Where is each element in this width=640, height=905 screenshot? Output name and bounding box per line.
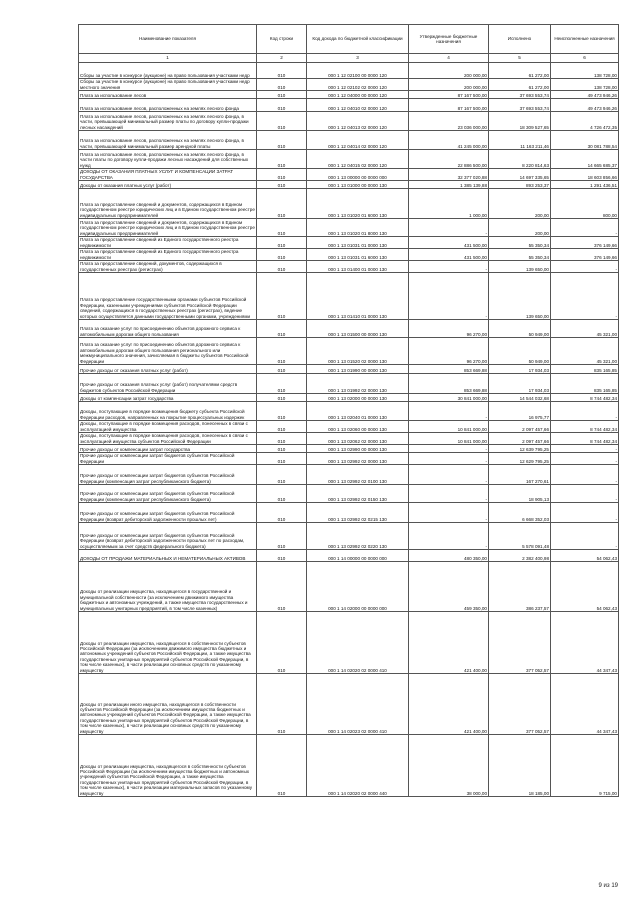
cell-code: 010 bbox=[257, 338, 307, 365]
cell-approved: 200 000,00 bbox=[409, 63, 489, 79]
cell-executed: 14 697 335,65 bbox=[489, 169, 551, 181]
cell-code: 010 bbox=[257, 735, 307, 797]
cell-executed: 893 253,37 bbox=[489, 181, 551, 189]
cell-executed: 200,00 bbox=[489, 219, 551, 237]
cell-unexecuted: 49 473 946,26 bbox=[551, 99, 619, 112]
cell-income-code: 000 1 13 02060 00 0000 130 bbox=[307, 421, 409, 433]
table-row bbox=[79, 249, 619, 261]
cell-approved: 459 350,00 bbox=[409, 562, 489, 612]
cell-income-code: 000 1 13 01000 00 0000 130 bbox=[307, 181, 409, 189]
cell-unexecuted: 54 062,43 bbox=[551, 550, 619, 562]
cell-income-code: 000 1 13 01020 01 8000 130 bbox=[307, 219, 409, 237]
cell-name: Плата за оказание услуг по присоединению объектов дорожного сервиса к автомобильным дорогам общего пользования регионального или межмуниципального значения, зачисляемая в бюджеты субъектов Российской Федерации bbox=[79, 338, 257, 365]
cell-code: 010 bbox=[257, 562, 307, 612]
cell-income-code: 000 1 13 02992 02 0215 130 bbox=[307, 503, 409, 523]
cell-code: 010 bbox=[257, 453, 307, 465]
table-row bbox=[79, 181, 619, 189]
cell-name: Прочие доходы от оказания платных услуг (работ) получателями средств бюджетов субъектов Российской Федерации bbox=[79, 374, 257, 394]
cell-income-code: 000 1 14 02023 02 0000 410 bbox=[307, 674, 409, 735]
table-row bbox=[79, 79, 619, 91]
cell-income-code: 000 1 13 02062 02 0000 130 bbox=[307, 433, 409, 445]
cell-name: Доходы, поступающие в порядке возмещения расходов, понесенных в связи с эксплуатацией имущества субъектов Российской Федерации bbox=[79, 433, 257, 445]
cell-executed: 11 163 211,46 bbox=[489, 131, 551, 150]
cell-name: Плата за использование лесов, расположенных на землях лесного фонда, в части платы по договору купли-продажи лесных насаждений для собственных нужд bbox=[79, 150, 257, 169]
cell-name: Прочие доходы от оказания платных услуг (работ) bbox=[79, 365, 257, 374]
cell-code: 010 bbox=[257, 169, 307, 181]
cell-code: 010 bbox=[257, 237, 307, 249]
table-row bbox=[79, 550, 619, 562]
cell-income-code: 000 1 13 01031 01 0000 130 bbox=[307, 237, 409, 249]
cell-executed: 5 578 091,48 bbox=[489, 523, 551, 550]
cell-unexecuted: 44 347,43 bbox=[551, 674, 619, 735]
cell-approved: - bbox=[409, 523, 489, 550]
column-number: 4 bbox=[409, 54, 489, 63]
cell-code: 010 bbox=[257, 433, 307, 445]
cell-name: ДОХОДЫ ОТ ОКАЗАНИЯ ПЛАТНЫХ УСЛУГ И КОМПЕНСАЦИИ ЗАТРАТ ГОСУДАРСТВА bbox=[79, 169, 257, 181]
cell-code: 010 bbox=[257, 79, 307, 91]
cell-approved: 431 500,00 bbox=[409, 249, 489, 261]
column-number: 2 bbox=[257, 54, 307, 63]
cell-income-code: 000 1 12 02102 02 0000 120 bbox=[307, 79, 409, 91]
table-header-row bbox=[79, 25, 619, 54]
cell-unexecuted: 45 321,00 bbox=[551, 338, 619, 365]
cell-approved: 87 167 500,00 bbox=[409, 91, 489, 99]
cell-approved: 480 350,00 bbox=[409, 550, 489, 562]
table-row bbox=[79, 433, 619, 445]
cell-name: Плата за использование лесов, расположенных на землях лесного фонда bbox=[79, 99, 257, 112]
table-row bbox=[79, 674, 619, 735]
cell-approved: - bbox=[409, 485, 489, 503]
table-row bbox=[79, 485, 619, 503]
cell-income-code: 000 1 12 04014 02 0000 120 bbox=[307, 131, 409, 150]
cell-name: Прочие доходы от компенсации затрат бюджетов субъектов Российской Федерации (компенсация затрат республиканского бюджета) bbox=[79, 465, 257, 485]
table-row bbox=[79, 562, 619, 612]
cell-unexecuted: 138 728,00 bbox=[551, 79, 619, 91]
cell-code: 010 bbox=[257, 365, 307, 374]
cell-unexecuted: 376 149,66 bbox=[551, 237, 619, 249]
page-number: 9 из 19 bbox=[598, 883, 618, 889]
cell-executed: 17 934,03 bbox=[489, 374, 551, 394]
cell-income-code: 000 1 14 02000 00 0000 000 bbox=[307, 562, 409, 612]
cell-code: 010 bbox=[257, 485, 307, 503]
cell-name: Плата за предоставление государственными органами субъектов Российской Федерации, казенными учреждениями субъектов Российской Федерации сведений, содержащихся в государственных реестрах (регистрах), ведение которых осуществляется данными государственными органами, учреждениями bbox=[79, 273, 257, 320]
table-row bbox=[79, 91, 619, 99]
cell-code: 010 bbox=[257, 219, 307, 237]
cell-code: 010 bbox=[257, 91, 307, 99]
table-row bbox=[79, 523, 619, 550]
cell-code: 010 bbox=[257, 261, 307, 273]
cell-approved: 23 036 000,00 bbox=[409, 112, 489, 131]
column-number: 5 bbox=[489, 54, 551, 63]
cell-code: 010 bbox=[257, 374, 307, 394]
cell-approved: 421 400,00 bbox=[409, 612, 489, 674]
cell-name: Плата за предоставление сведений и документов, содержащихся в Едином государственном реестре юридических лиц и в Едином государственном реестре индивидуальных предпринимателей bbox=[80, 219, 255, 236]
cell-name: ДОХОДЫ ОТ ПРОДАЖИ МАТЕРИАЛЬНЫХ И НЕМАТЕРИАЛЬНЫХ АКТИВОВ bbox=[79, 550, 257, 562]
cell-income-code: 000 1 14 02020 02 0000 440 bbox=[307, 735, 409, 797]
cell-code: 010 bbox=[257, 394, 307, 402]
table-row bbox=[79, 99, 619, 112]
cell-income-code: 000 1 13 01520 02 0000 130 bbox=[307, 338, 409, 365]
cell-unexecuted: - bbox=[551, 453, 619, 465]
cell-unexecuted: - bbox=[551, 523, 619, 550]
cell-executed: 37 693 553,74 bbox=[489, 99, 551, 112]
cell-executed: 55 350,34 bbox=[489, 249, 551, 261]
cell-executed: 50 949,00 bbox=[489, 338, 551, 365]
cell-unexecuted: 800,00 bbox=[551, 189, 619, 219]
cell-income-code: 000 1 12 04010 02 0000 120 bbox=[307, 99, 409, 112]
cell-unexecuted: - bbox=[551, 445, 619, 453]
cell-code: 010 bbox=[257, 112, 307, 131]
cell-unexecuted: - bbox=[551, 465, 619, 485]
cell-unexecuted: 1 291 436,51 bbox=[551, 181, 619, 189]
cell-approved: 22 886 500,00 bbox=[409, 150, 489, 169]
table-row bbox=[79, 735, 619, 797]
cell-code: 010 bbox=[257, 249, 307, 261]
cell-name: Сборы за участие в конкурсе (аукционе) на право пользования участками недр местного значения bbox=[79, 79, 257, 91]
cell-approved: - bbox=[409, 402, 489, 421]
cell-income-code: 000 1 12 04013 02 0000 120 bbox=[307, 112, 409, 131]
cell-executed: 386 237,57 bbox=[489, 562, 551, 612]
cell-executed: 12 639 795,25 bbox=[489, 445, 551, 453]
table-row bbox=[79, 503, 619, 523]
cell-unexecuted: 30 081 788,54 bbox=[551, 131, 619, 150]
cell-approved: 853 669,88 bbox=[409, 374, 489, 394]
cell-income-code: 000 1 13 02040 01 0000 130 bbox=[307, 402, 409, 421]
table-row bbox=[79, 612, 619, 674]
cell-executed: 61 272,00 bbox=[489, 79, 551, 91]
cell-executed: 8 220 814,63 bbox=[489, 150, 551, 169]
cell-income-code: 000 1 13 02992 02 0000 130 bbox=[307, 453, 409, 465]
cell-income-code: 000 1 13 01410 01 0000 130 bbox=[307, 273, 409, 320]
report-page bbox=[78, 24, 618, 797]
table-row bbox=[79, 394, 619, 402]
table-row bbox=[79, 219, 619, 237]
cell-approved: 96 270,00 bbox=[409, 320, 489, 338]
table-row bbox=[79, 169, 619, 181]
table-row bbox=[79, 374, 619, 394]
cell-approved: 1 000,00 bbox=[409, 189, 489, 219]
cell-unexecuted: 9 715,00 bbox=[551, 735, 619, 797]
cell-name: Прочие доходы от компенсации затрат бюджетов субъектов Российской Федерации bbox=[79, 453, 257, 465]
cell-executed: 2 097 457,66 bbox=[489, 433, 551, 445]
cell-unexecuted: 835 165,85 bbox=[551, 365, 619, 374]
cell-executed: 14 544 032,68 bbox=[489, 394, 551, 402]
cell-code: 010 bbox=[257, 503, 307, 523]
cell-approved: 30 841 000,00 bbox=[409, 394, 489, 402]
cell-executed: 12 629 795,25 bbox=[489, 453, 551, 465]
income-table bbox=[78, 24, 619, 797]
cell-income-code: 000 1 12 04000 00 0000 120 bbox=[307, 91, 409, 99]
cell-name: Плата за предоставление сведений из Единого государственного реестра недвижимости bbox=[79, 237, 257, 249]
table-row bbox=[79, 402, 619, 421]
cell-code: 010 bbox=[257, 402, 307, 421]
cell-approved: 10 841 000,00 bbox=[409, 421, 489, 433]
cell-name: Плата за использование лесов bbox=[79, 91, 257, 99]
cell-income-code: 000 1 14 02020 02 0000 410 bbox=[307, 612, 409, 674]
table-row bbox=[79, 112, 619, 131]
table-row bbox=[79, 189, 619, 219]
cell-income-code: 000 1 13 01990 00 0000 130 bbox=[307, 365, 409, 374]
cell-unexecuted: 49 473 946,26 bbox=[551, 91, 619, 99]
cell-approved: - bbox=[409, 219, 489, 237]
cell-executed: 200,00 bbox=[489, 189, 551, 219]
cell-approved: 87 167 500,00 bbox=[409, 99, 489, 112]
cell-executed: 16 975,77 bbox=[489, 402, 551, 421]
table-row bbox=[79, 465, 619, 485]
cell-name: Доходы от реализации иного имущества, находящегося в собственности субъектов Российской Федерации (за исключением имущества бюджетных и автономных учреждений субъектов Российской Федерации, а также имущества государственных унитарных предприятий субъектов Российской Федерации, в том числе казенных), в части реализации основных средств по указанному имуществу bbox=[79, 674, 257, 735]
cell-approved: 853 669,88 bbox=[409, 365, 489, 374]
cell-income-code: 000 1 13 02990 00 0000 130 bbox=[307, 445, 409, 453]
cell-unexecuted: 8 744 482,34 bbox=[551, 394, 619, 402]
header-executed: Исполнено bbox=[489, 25, 551, 54]
cell-name: Прочие доходы от компенсации затрат бюджетов субъектов Российской Федерации (возврат дебиторской задолженности прошлых лет) bbox=[79, 503, 257, 523]
cell-unexecuted: 18 603 856,66 bbox=[551, 169, 619, 181]
cell-unexecuted: 44 347,43 bbox=[551, 612, 619, 674]
column-number: 6 bbox=[551, 54, 619, 63]
cell-income-code: 000 1 12 02100 00 0000 120 bbox=[307, 63, 409, 79]
cell-name: Доходы от реализации имущества, находящегося в государственной и муниципальной собственности (за исключением движимого имущества бюджетных и автономных учреждений, а также имущества государственных и муниципальных унитарных предприятий, в том числе казенных) bbox=[79, 562, 257, 612]
cell-unexecuted: - bbox=[551, 503, 619, 523]
cell-executed: 55 350,34 bbox=[489, 237, 551, 249]
header-income-code: Код дохода по бюджетной классификации bbox=[307, 25, 409, 54]
column-number: 3 bbox=[307, 54, 409, 63]
cell-code: 010 bbox=[257, 550, 307, 562]
cell-name: Плата за предоставление сведений, документов, содержащихся в государственных реестрах (регистрах) bbox=[79, 261, 257, 273]
cell-unexecuted: 8 744 482,34 bbox=[551, 433, 619, 445]
cell-name: Сборы за участие в конкурсе (аукционе) на право пользования участками недр bbox=[79, 63, 257, 79]
cell-name: Доходы, поступающие в порядке возмещения бюджету субъекта Российской Федерации расходов, направленных на покрытие процессуальных издержек bbox=[79, 402, 257, 421]
cell-name: Доходы, поступающие в порядке возмещения расходов, понесенных в связи с эксплуатацией имущества bbox=[79, 421, 257, 433]
cell-approved: - bbox=[409, 453, 489, 465]
cell-unexecuted: - bbox=[551, 261, 619, 273]
cell-income-code: 000 1 13 01500 00 0000 130 bbox=[307, 320, 409, 338]
cell-unexecuted: 45 321,00 bbox=[551, 320, 619, 338]
cell-unexecuted: 138 728,00 bbox=[551, 63, 619, 79]
cell-income-code: 000 1 13 01031 01 6000 130 bbox=[307, 249, 409, 261]
cell-code: 010 bbox=[257, 523, 307, 550]
cell-name: Доходы от компенсации затрат государства bbox=[79, 394, 257, 402]
column-number-row bbox=[79, 54, 619, 63]
cell-executed: 17 934,03 bbox=[489, 365, 551, 374]
cell-approved: - bbox=[409, 465, 489, 485]
cell-unexecuted: - bbox=[551, 485, 619, 503]
cell-code: 010 bbox=[257, 445, 307, 453]
cell-code: 010 bbox=[257, 273, 307, 320]
cell-approved: 41 245 000,00 bbox=[409, 131, 489, 150]
cell-executed: 2 097 457,66 bbox=[489, 421, 551, 433]
cell-approved: - bbox=[409, 503, 489, 523]
table-row bbox=[79, 445, 619, 453]
cell-approved: 1 385 139,88 bbox=[409, 181, 489, 189]
cell-code: 010 bbox=[257, 63, 307, 79]
cell-approved: 10 841 000,00 bbox=[409, 433, 489, 445]
cell-name: Плата за использование лесов, расположенных на землях лесного фонда, в части, превышающей минимальный размер платы по договору купли-продажи лесных насаждений bbox=[79, 112, 257, 131]
cell-name: Прочие доходы от компенсации затрат бюджетов субъектов Российской Федерации (компенсация затрат республиканского бюджета) bbox=[79, 485, 257, 503]
cell-income-code: 000 1 13 01992 02 0000 130 bbox=[307, 374, 409, 394]
cell-income-code: 000 1 12 04015 02 0000 120 bbox=[307, 150, 409, 169]
header-code: Код строки bbox=[257, 25, 307, 54]
cell-approved: 32 377 020,88 bbox=[409, 169, 489, 181]
cell-approved: 200 000,00 bbox=[409, 79, 489, 91]
cell-executed: 50 949,00 bbox=[489, 320, 551, 338]
cell-income-code: 000 1 13 02992 02 0150 130 bbox=[307, 485, 409, 503]
cell-income-code: 000 1 13 01020 01 6000 130 bbox=[307, 189, 409, 219]
cell-code: 010 bbox=[257, 150, 307, 169]
table-row bbox=[79, 150, 619, 169]
cell-unexecuted: - bbox=[551, 402, 619, 421]
cell-executed: 2 382 400,98 bbox=[489, 550, 551, 562]
cell-approved: 421 400,00 bbox=[409, 674, 489, 735]
cell-name: Плата за использование лесов, расположенных на землях лесного фонда, в части, превышающей минимальный размер арендной платы bbox=[79, 131, 257, 150]
table-body bbox=[79, 63, 619, 797]
cell-approved: 431 500,00 bbox=[409, 237, 489, 249]
cell-name: Доходы от оказания платных услуг (работ) bbox=[79, 181, 257, 189]
cell-executed: 18 309 527,65 bbox=[489, 112, 551, 131]
cell-executed: 377 052,57 bbox=[489, 612, 551, 674]
cell-unexecuted: - bbox=[551, 219, 619, 237]
cell-income-code: 000 1 13 00000 00 0000 000 bbox=[307, 169, 409, 181]
column-number: 1 bbox=[79, 54, 257, 63]
table-row bbox=[79, 338, 619, 365]
cell-unexecuted: 4 726 472,35 bbox=[551, 112, 619, 131]
cell-name: Прочие доходы от компенсации затрат бюджетов субъектов Российской Федерации (возврат дебиторской задолженности прошлых лет по расходам, осуществляемым за счет средств федерального бюджета) bbox=[79, 523, 257, 550]
cell-executed: 61 272,00 bbox=[489, 63, 551, 79]
table-row bbox=[79, 237, 619, 249]
cell-approved: 38 000,00 bbox=[409, 735, 489, 797]
cell-code: 010 bbox=[257, 181, 307, 189]
header-unexecuted: Неисполненные назначения bbox=[551, 25, 619, 54]
cell-name: Плата за оказание услуг по присоединению объектов дорожного сервиса к автомобильным дорогам общего пользования bbox=[79, 320, 257, 338]
cell-executed: 167 270,61 bbox=[489, 465, 551, 485]
cell-income-code: 000 1 13 02992 02 0100 130 bbox=[307, 465, 409, 485]
cell-name: Плата за предоставление сведений из Единого государственного реестра недвижимости bbox=[79, 249, 257, 261]
cell-unexecuted: 835 165,85 bbox=[551, 374, 619, 394]
cell-name: Плата за предоставление сведений и документов, содержащихся в Едином государственном реестре юридических лиц и в Едином государственном реестре индивидуальных предпринимателей bbox=[79, 189, 257, 219]
cell-approved: - bbox=[409, 273, 489, 320]
cell-name: Прочие доходы от компенсации затрат государства bbox=[79, 445, 257, 453]
table-row bbox=[79, 453, 619, 465]
cell-income-code: 000 1 13 02000 00 0000 130 bbox=[307, 394, 409, 402]
table-row bbox=[79, 421, 619, 433]
header-approved: Утвержденные бюджетные назначения bbox=[409, 25, 489, 54]
table-row bbox=[79, 63, 619, 79]
cell-executed: 6 668 352,03 bbox=[489, 503, 551, 523]
cell-income-code: 000 1 14 00000 00 0000 000 bbox=[307, 550, 409, 562]
cell-executed: 377 052,57 bbox=[489, 674, 551, 735]
table-row bbox=[79, 273, 619, 320]
cell-code: 010 bbox=[257, 320, 307, 338]
cell-code: 010 bbox=[257, 189, 307, 219]
cell-income-code: 000 1 13 02992 02 0220 130 bbox=[307, 523, 409, 550]
cell-approved: 96 270,00 bbox=[409, 338, 489, 365]
cell-executed: 18 905,13 bbox=[489, 485, 551, 503]
cell-executed: 139 650,00 bbox=[489, 273, 551, 320]
cell-executed: 37 693 553,74 bbox=[489, 91, 551, 99]
cell-approved: - bbox=[409, 445, 489, 453]
cell-approved: - bbox=[409, 261, 489, 273]
cell-unexecuted: 14 665 685,37 bbox=[551, 150, 619, 169]
table-row bbox=[79, 365, 619, 374]
cell-income-code: 000 1 13 01400 01 0000 130 bbox=[307, 261, 409, 273]
table-row bbox=[79, 320, 619, 338]
table-row bbox=[79, 261, 619, 273]
cell-unexecuted: 8 744 482,34 bbox=[551, 421, 619, 433]
cell-unexecuted: 54 062,43 bbox=[551, 562, 619, 612]
cell-executed: 18 185,00 bbox=[489, 735, 551, 797]
cell-code: 010 bbox=[257, 612, 307, 674]
header-name: Наименование показателя bbox=[79, 25, 257, 54]
table-row bbox=[79, 131, 619, 150]
cell-executed: 139 650,00 bbox=[489, 261, 551, 273]
cell-code: 010 bbox=[257, 674, 307, 735]
cell-code: 010 bbox=[257, 421, 307, 433]
cell-code: 010 bbox=[257, 99, 307, 112]
cell-unexecuted: 376 149,66 bbox=[551, 249, 619, 261]
cell-name: Доходы от реализации имущества, находящегося в собственности субъектов Российской Федерации (за исключением движимого имущества бюджетных и автономных учреждений субъектов Российской Федерации, а также имущества государственных унитарных предприятий субъектов Российской Федерации, в том числе казенных), в части реализации основных средств по указанному имуществу bbox=[79, 612, 257, 674]
cell-code: 010 bbox=[257, 465, 307, 485]
cell-code: 010 bbox=[257, 131, 307, 150]
cell-unexecuted: - bbox=[551, 273, 619, 320]
cell-name: Доходы от реализации имущества, находящегося в собственности субъектов Российской Федерации (за исключением имущества бюджетных и автономных учреждений субъектов Российской Федерации, а также имущества государственных унитарных предприятий субъектов Российской Федерации, в том числе казенных), в части реализации материальных запасов по указанному имуществу bbox=[79, 735, 257, 797]
